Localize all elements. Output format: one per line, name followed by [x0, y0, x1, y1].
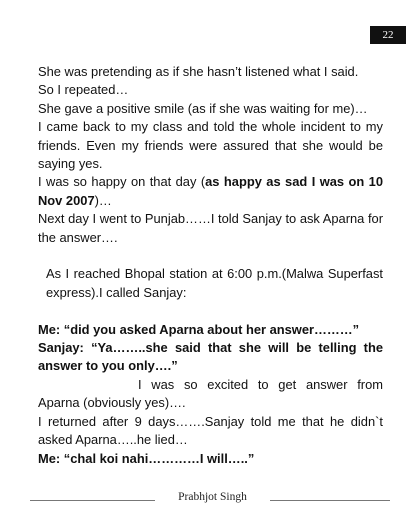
text-paragraph [38, 173, 383, 210]
dialogue-line: Me: “did you asked Aparna about her answer………” [38, 321, 360, 337]
page-number: 22 [370, 26, 406, 44]
text-span: I was so happy on that day ( [38, 174, 206, 190]
dialogue-line: Sanjay: “Ya……..she said that she will be telling the answer to you only….” [38, 340, 383, 374]
text-paragraph: As I reached Bhopal station at 6:00 p.m.(Malwa Superfast express).I called Sanjay: [46, 266, 383, 300]
blank-line [38, 302, 383, 320]
text-line: She was pretending as if she hasn’t listened what I said. [38, 64, 359, 79]
text-span: )… [94, 192, 112, 208]
dialogue-line: Me: “chal koi nahi…………I will…..” [38, 450, 255, 466]
text-paragraph: I was so excited to get answer from Aparna (obviously yes)…. [38, 376, 383, 411]
text-line: So I repeated… [38, 82, 129, 98]
footer-rule-right [270, 500, 390, 501]
page-body [38, 63, 383, 468]
text-paragraph: Next day I went to Punjab……I told Sanjay to ask Aparna for the answer…. [38, 211, 383, 245]
text-paragraph: I returned after 9 days…….Sanjay told me that he didn`t asked Aparna…..he lied… [38, 413, 383, 448]
footer-author: Prabhjot Singh [178, 491, 247, 503]
footer-rule-left [30, 500, 155, 501]
blank-line [38, 247, 383, 265]
bold-text-span: as happy as sad I was on 10 Nov 2007 [38, 174, 383, 208]
text-paragraph: I came back to my class and told the whole incident to my friends. Even my friends were assured that she would be saying yes. [38, 119, 383, 172]
text-paragraph: She gave a positive smile (as if she was waiting for me)… [38, 100, 368, 116]
